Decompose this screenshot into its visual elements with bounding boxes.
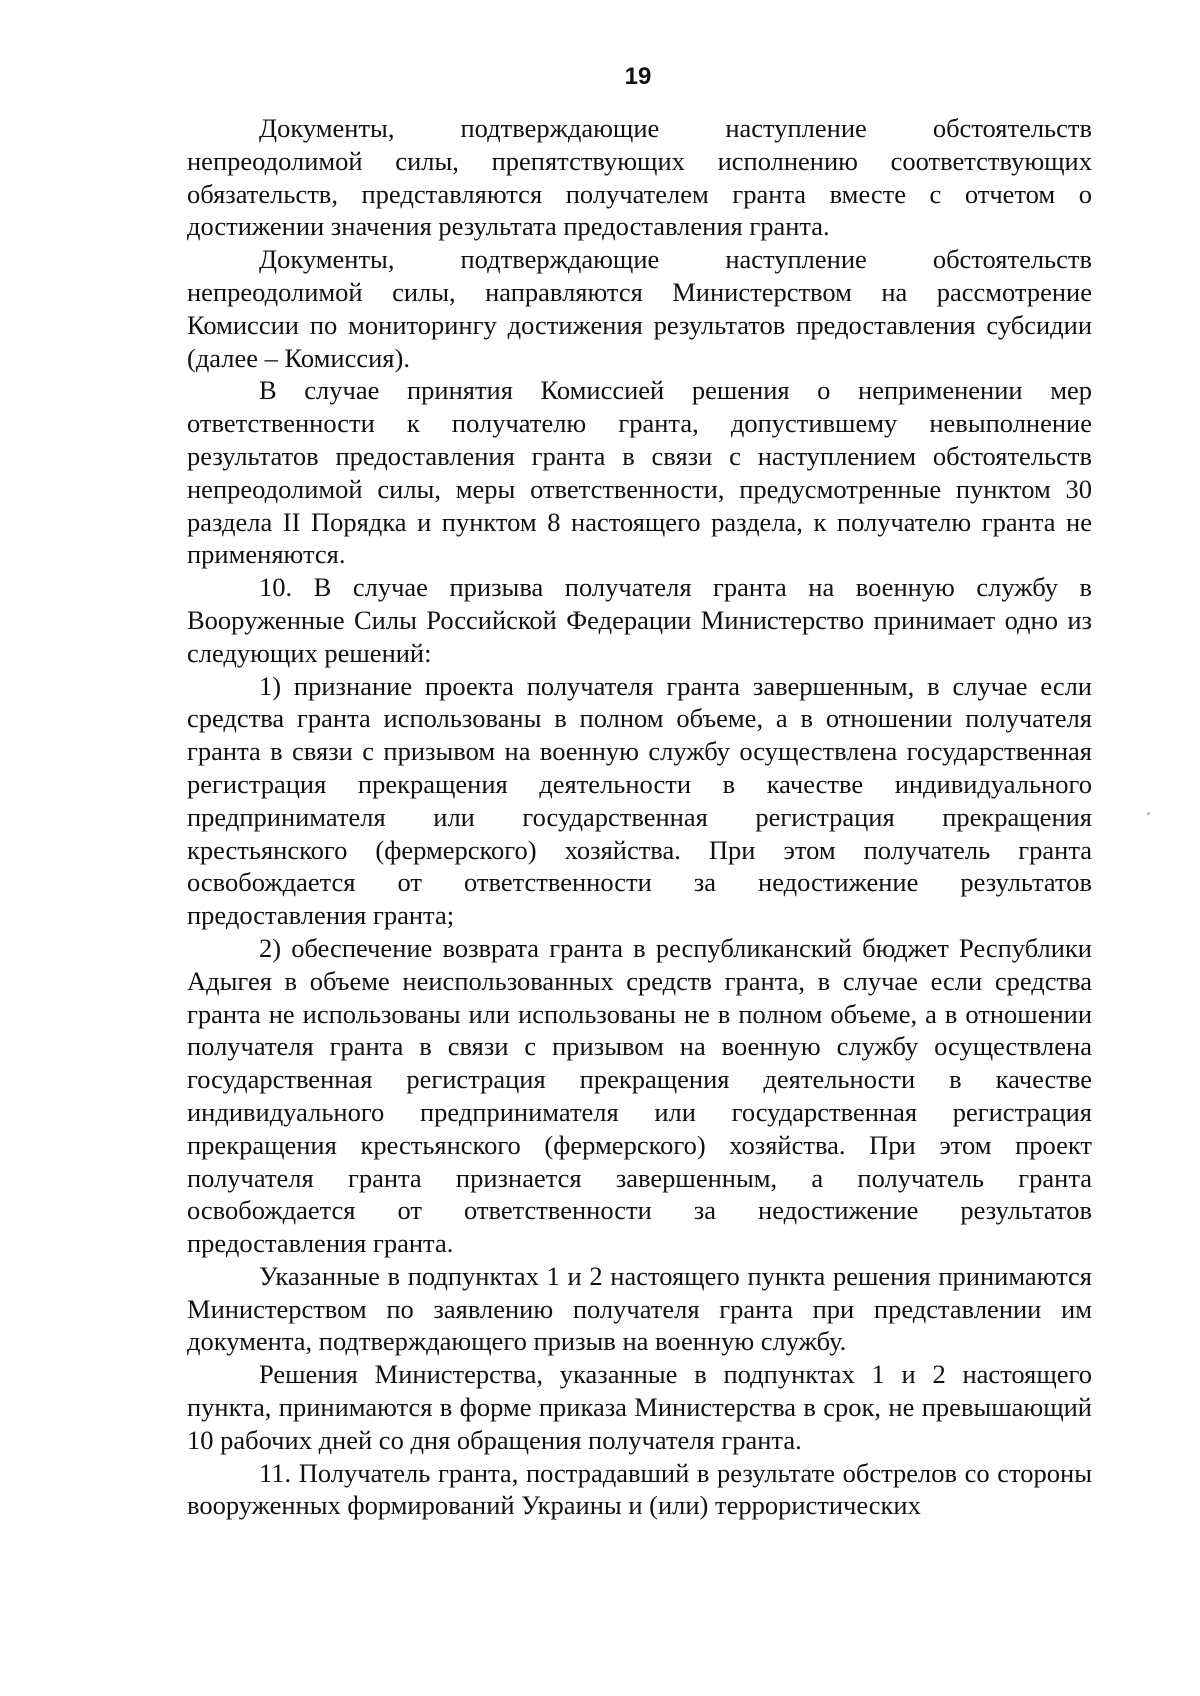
page-number: 19 <box>624 63 652 90</box>
paragraph-decision-basis: Указанные в подпунктах 1 и 2 настоящего пункта решения принимаются Министерством по заявлению получателя гранта при представлении им документа, подтверждающего призыв на военную службу. <box>187 1260 1092 1357</box>
paragraph-decision-term: Решения Министерства, указанные в подпунктах 1 и 2 настоящего пункта, принимаются в форме приказа Министерства в срок, не превышающий 10 рабочих дней со дня обращения получателя гранта. <box>187 1359 1092 1455</box>
paragraph-subitem-1: 1) признание проекта получателя гранта завершенным, в случае если средства гранта использованы в полном объеме, а в отношении получателя гранта в связи с призывом на военную службу осуществлена государственная регистрация прекращения деятельности в качестве индивидуального предпринимателя или государственная регистрация прекращения крестьянского (фермерского) хозяйства. При этом получатель гранта освобождается от ответственности за недостижение результатов предоставления гранта; <box>187 670 1092 931</box>
paragraph-subitem-2: 2) обеспечение возврата гранта в республиканский бюджет Республики Адыгея в объеме неиспользованных средств гранта, в случае если средства гранта не использованы или использованы не в полном объеме, а в отношении получателя гранта в связи с призывом на военную службу осуществлена государственная регистрация прекращения деятельности в качестве индивидуального предпринимателя или государственная регистрация прекращения крестьянского (фермерского) хозяйства. При этом проект получателя гранта признается завершенным, а получатель гранта освобождается от ответственности за недостижение результатов предоставления гранта. <box>187 932 1092 1259</box>
paragraph-item-10: 10. В случае призыва получателя гранта на военную службу в Вооруженные Силы Российской Федерации Министерство принимает одно из следующих решений: <box>187 572 1092 668</box>
paragraph-force-majeure-documents: Документы, подтверждающие наступление обстоятельств непреодолимой силы, препятствующих исполнению соответствующих обязательств, представляются получателем гранта вместе с отчетом о достижении значения результата предоставления гранта. <box>187 113 1092 242</box>
paragraph-commission-decision: В случае принятия Комиссией решения о неприменении мер ответственности к получателю гранта, допустившему невыполнение результатов предоставления гранта в связи с наступлением обстоятельств непреодолимой силы, меры ответственности, предусмотренные пунктом 30 раздела II Порядка и пунктом 8 настоящего раздела, к получателю гранта не применяются. <box>187 375 1092 570</box>
scan-speck <box>1147 812 1150 815</box>
paragraph-item-11: 11. Получатель гранта, пострадавший в результате обстрелов со стороны вооруженных формирований Украины и (или) террористических <box>187 1457 1092 1521</box>
paragraph-commission-review: Документы, подтверждающие наступление обстоятельств непреодолимой силы, направляются Министерством на рассмотрение Комиссии по мониторингу достижения результатов предоставления субсидии (далее – Комиссия). <box>187 244 1092 373</box>
document-body <box>187 112 1092 1522</box>
